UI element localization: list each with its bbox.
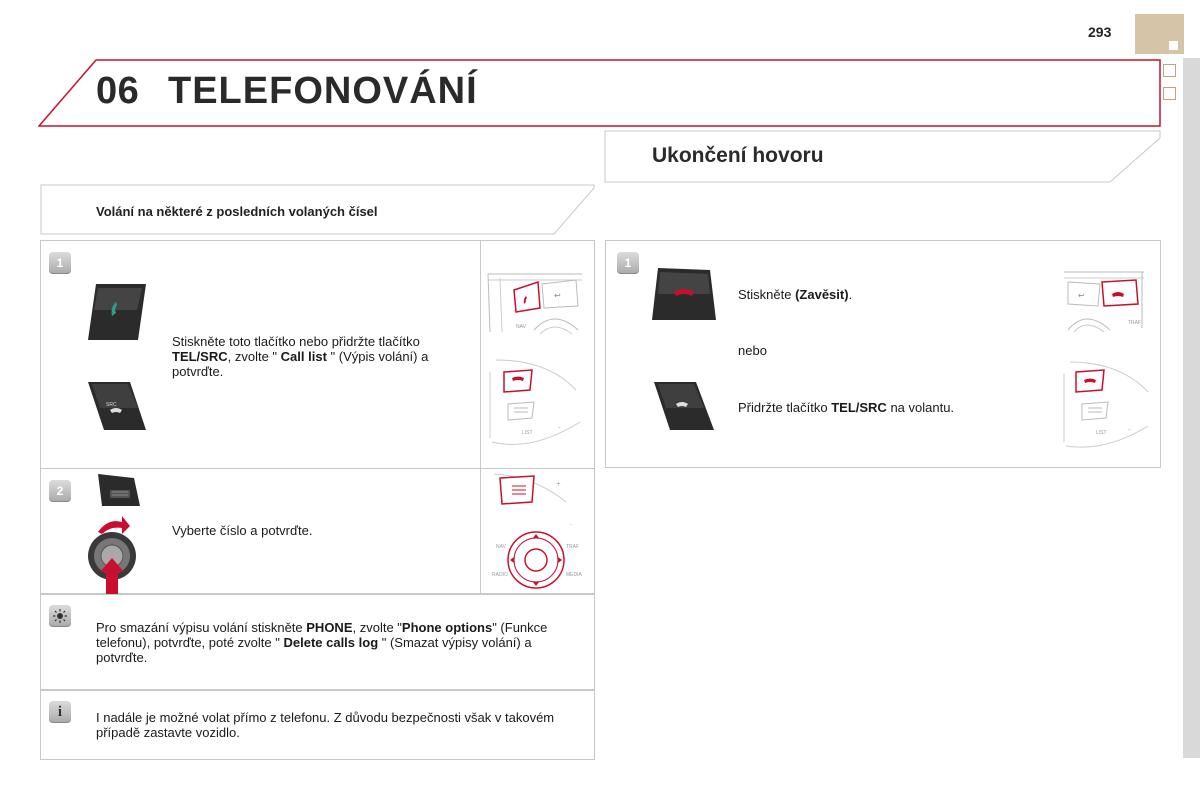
tel-src-button-icon — [84, 380, 150, 432]
left-panel-step-divider — [41, 468, 594, 469]
scroll-wheel-button-icon — [94, 472, 144, 510]
radio-label: RADIO — [492, 572, 508, 578]
tip-text-part: " (Funkce telefonu), potvrďte, poté zvolte " — [96, 620, 548, 650]
step1-text-part: " (Výpis volání) a potvrďte. — [172, 349, 429, 379]
info-icon: i — [49, 701, 71, 723]
step-1-left-text — [172, 334, 467, 379]
step-2-badge: 2 — [49, 480, 71, 502]
phone-label: PHONE — [306, 620, 353, 635]
hang-up-text-part: Stiskněte — [738, 287, 796, 302]
chapter-title: TELEFONOVÁNÍ — [168, 70, 478, 112]
or-text: nebo — [738, 343, 767, 358]
zavesit-label: (Zavěsit) — [795, 287, 849, 302]
traf-label: TRAF — [1128, 320, 1142, 326]
media-label: MEDIA — [566, 572, 582, 578]
list-label: LIST — [522, 430, 533, 436]
hold-text-part: na volantu. — [886, 400, 955, 415]
tip-icon — [49, 605, 71, 627]
tel-src-label: TEL/SRC — [172, 349, 228, 364]
hold-tel-src-instruction — [738, 400, 1068, 415]
tel-src-button-icon-right — [650, 380, 718, 432]
phone-button-icon — [82, 280, 152, 344]
page-number: 293 — [1088, 24, 1112, 40]
step1-text-part: Stiskněte toto tlačítko nebo přidržte tlačítko — [172, 334, 420, 349]
svg-text:-: - — [570, 522, 572, 528]
info-text: I nadále je možné volat přímo z telefonu. Z důvodu bezpečnosti však v takovém případě zastavte vozidlo. — [96, 710, 555, 740]
phone-options-label: Phone options — [401, 620, 493, 635]
traf-label: TRAF — [566, 544, 580, 550]
right-section-title: Ukončení hovoru — [652, 144, 824, 167]
nav-label: NAV — [496, 544, 506, 550]
tip-text-part: Pro smazání výpisu volání stiskněte — [96, 620, 307, 635]
left-panel-vertical-divider — [480, 241, 481, 593]
step1-text-part: , zvolte " — [227, 349, 281, 364]
call-list-label: Call list — [280, 349, 327, 364]
delete-calls-log-label: Delete calls log — [283, 635, 379, 650]
left-section-subtitle: Volání na některé z posledních volaných čísel — [96, 204, 378, 219]
hold-text-part: Přidržte tlačítko — [738, 400, 832, 415]
nav-label: NAV — [516, 324, 526, 330]
steering-wheel-tel-diagram — [486, 358, 584, 448]
right-step-1-badge: 1 — [617, 252, 639, 274]
tab-marker-1 — [1163, 64, 1176, 77]
wheel-and-controller-diagram — [486, 472, 584, 590]
svg-text:-: - — [1128, 425, 1131, 434]
svg-text:↩: ↩ — [1078, 291, 1085, 300]
hang-up-instruction — [738, 287, 1038, 302]
step-1-badge: 1 — [49, 252, 71, 274]
svg-text:+: + — [556, 479, 561, 488]
side-strip — [1183, 58, 1200, 758]
chapter-tab — [1135, 14, 1184, 54]
chapter-number: 06 — [96, 70, 140, 112]
hang-up-text-part: . — [848, 287, 853, 302]
svg-text:SRC: SRC — [106, 402, 117, 408]
step-2-text: Vyberte číslo a potvrďte. — [172, 523, 313, 538]
steering-wheel-hangup-diagram — [1062, 360, 1150, 450]
tip-text — [96, 620, 566, 665]
list-label: LIST — [1096, 430, 1107, 436]
control-knob-icon — [84, 530, 140, 596]
dashboard-hangup-diagram — [1064, 268, 1144, 332]
svg-text:-: - — [558, 423, 561, 432]
hang-up-button-icon — [650, 266, 718, 322]
dashboard-phone-diagram — [486, 268, 584, 338]
tip-text-part: , zvolte " — [352, 620, 402, 635]
tip-text-part: " (Smazat výpisy volání) a potvrďte. — [96, 635, 532, 665]
svg-text:↩: ↩ — [554, 291, 561, 300]
tel-src-label-right: TEL/SRC — [831, 400, 887, 415]
tab-marker-2 — [1163, 87, 1176, 100]
